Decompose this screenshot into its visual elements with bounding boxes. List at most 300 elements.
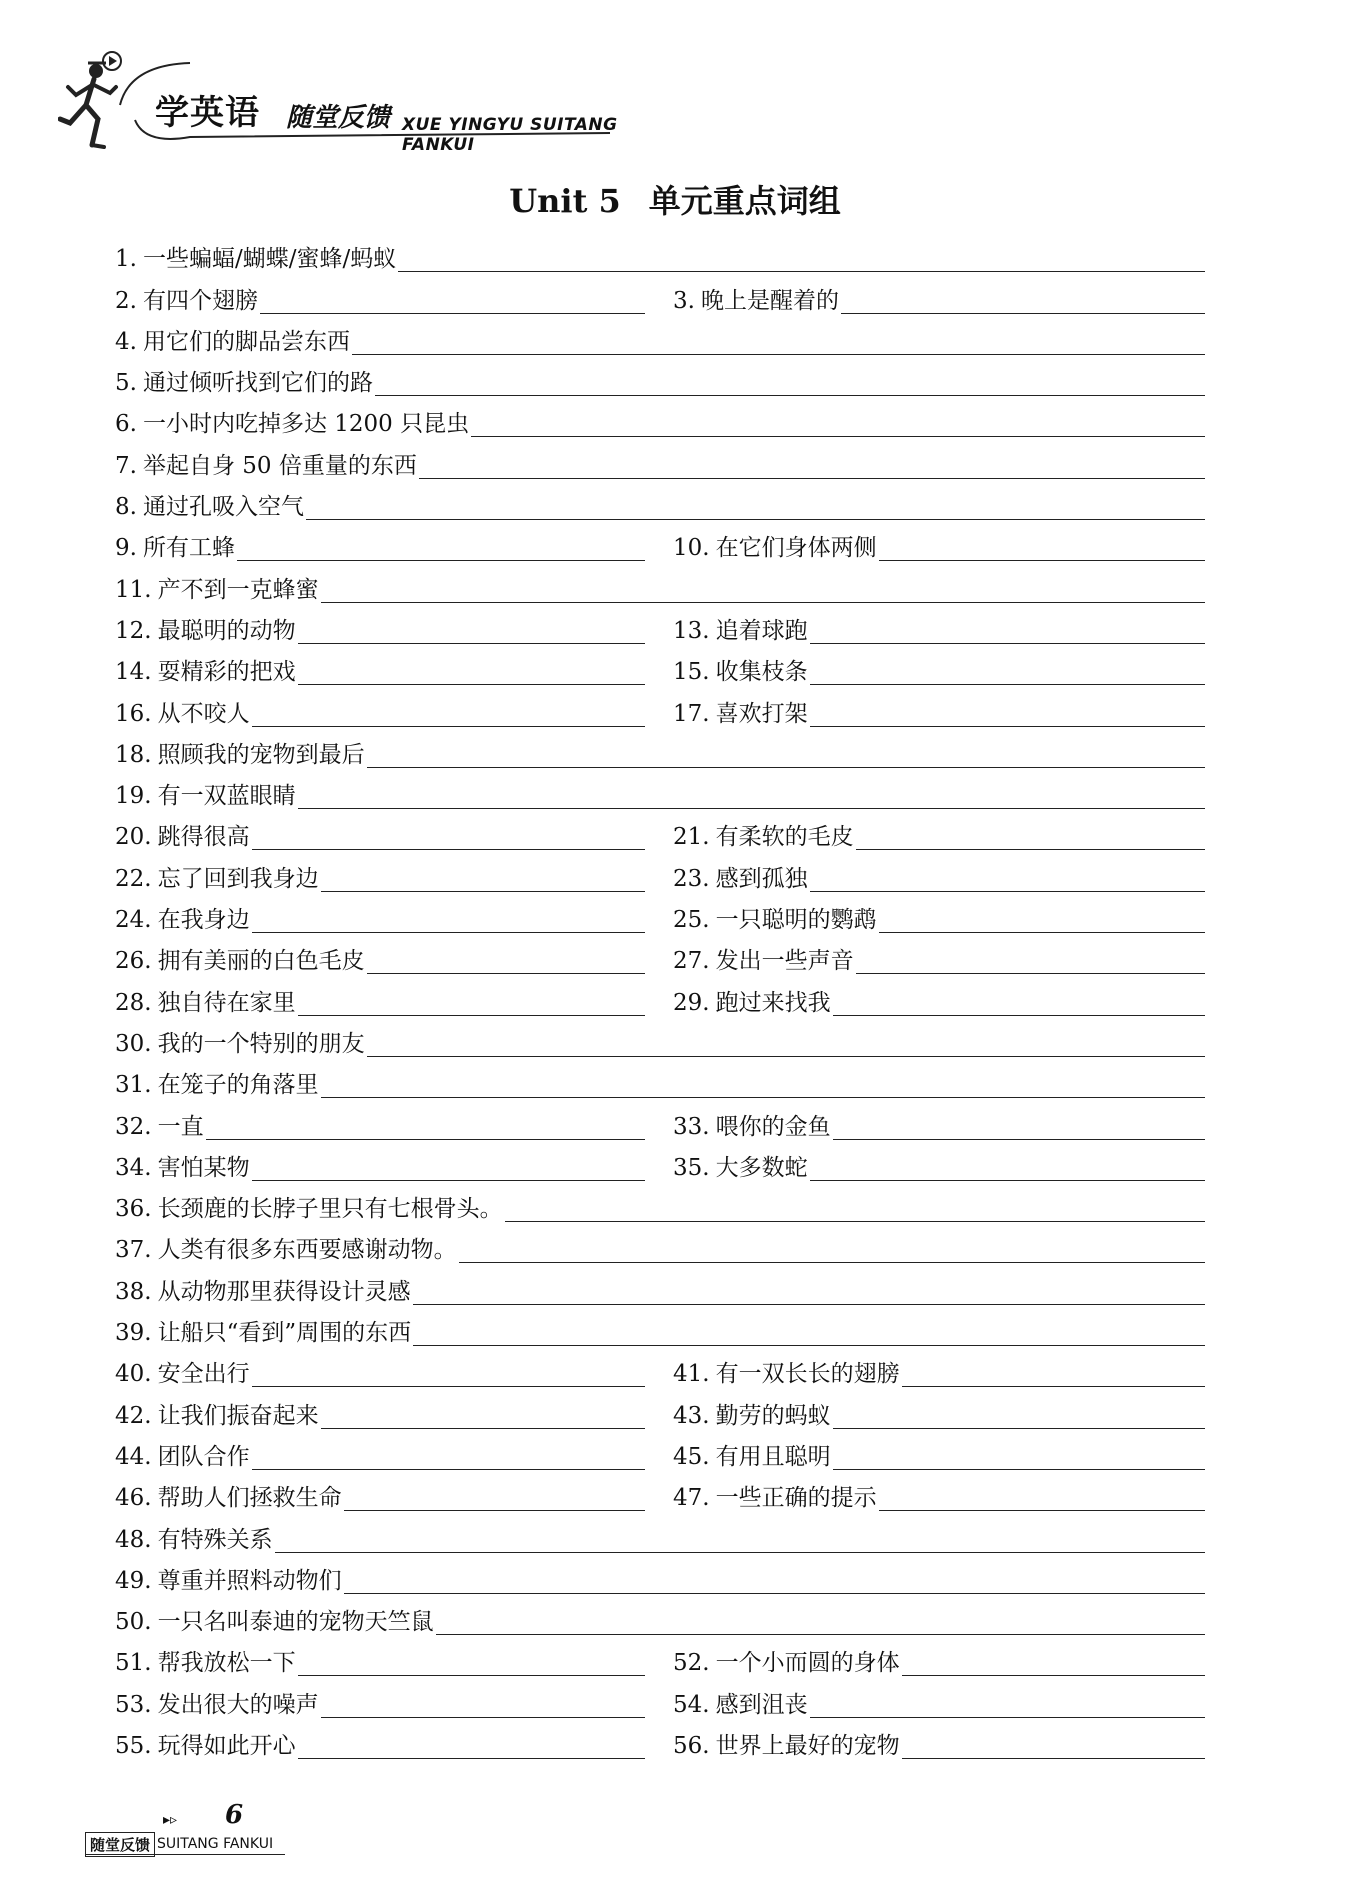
answer-blank[interactable]: [833, 1138, 1205, 1140]
list-row: [115, 980, 1205, 1021]
phrase-text: 喂你的金鱼: [715, 1113, 831, 1140]
item-number: 41.: [673, 1361, 710, 1388]
item-number: 32.: [115, 1113, 152, 1140]
item-number: 13.: [673, 617, 710, 644]
answer-blank[interactable]: [206, 1138, 645, 1140]
phrase-label: [115, 989, 296, 1016]
phrase-text: 帮助人们拯救生命: [157, 1485, 342, 1512]
unit-label: Unit 5: [509, 182, 621, 220]
answer-blank[interactable]: [902, 1757, 1205, 1759]
phrase-text: 感到沮丧: [715, 1691, 808, 1718]
phrase-label: [115, 1402, 319, 1429]
answer-blank[interactable]: [275, 1551, 1205, 1553]
phrase-label: [673, 661, 808, 685]
list-item: [673, 661, 1205, 685]
answer-blank[interactable]: [879, 1509, 1205, 1511]
item-number: 8.: [115, 494, 137, 521]
list-item: [115, 1611, 1205, 1635]
item-number: 26.: [115, 948, 152, 975]
phrase-label: [115, 287, 258, 314]
phrase-label: [115, 328, 350, 355]
item-number: 40.: [115, 1361, 152, 1388]
answer-blank[interactable]: [321, 1427, 645, 1429]
item-number: 25.: [673, 907, 710, 934]
list-item: [673, 1732, 1205, 1759]
list-row: [115, 1063, 1205, 1104]
item-number: 4.: [115, 328, 137, 355]
item-number: 3.: [673, 287, 695, 314]
phrase-label: [115, 1322, 411, 1346]
list-row: [115, 1641, 1205, 1682]
phrase-text: 举起自身 50 倍重量的东西: [142, 452, 417, 479]
answer-blank[interactable]: [298, 1014, 645, 1016]
list-row: [115, 1187, 1205, 1228]
answer-blank[interactable]: [436, 1633, 1205, 1635]
phrase-label: [673, 989, 831, 1016]
list-row: [115, 1559, 1205, 1600]
item-number: 54.: [673, 1691, 710, 1718]
item-number: 19.: [115, 783, 152, 810]
phrase-text: 照顾我的宠物到最后: [157, 741, 365, 768]
list-row: [115, 815, 1205, 856]
list-item: [115, 413, 1205, 437]
item-number: 38.: [115, 1278, 152, 1305]
item-number: 51.: [115, 1650, 152, 1677]
item-number: 18.: [115, 741, 152, 768]
list-item: [115, 1402, 645, 1429]
answer-blank[interactable]: [810, 890, 1205, 892]
phrase-label: [673, 1363, 900, 1387]
list-item: [115, 1732, 645, 1759]
list-item: [115, 1154, 645, 1181]
list-row: [115, 898, 1205, 939]
answer-blank[interactable]: [252, 931, 645, 933]
phrase-text: 一小时内吃掉多达 1200 只昆虫: [142, 411, 470, 438]
item-number: 10.: [673, 535, 710, 562]
list-item: [673, 1154, 1205, 1181]
phrase-label: [673, 1113, 831, 1140]
list-item: [673, 1691, 1205, 1718]
phrase-label: [115, 248, 396, 272]
phrase-label: [673, 537, 877, 561]
list-row: [115, 1393, 1205, 1434]
list-item: [115, 617, 645, 644]
item-number: 12.: [115, 617, 152, 644]
phrase-text: 跑过来找我: [715, 989, 831, 1016]
phrase-text: 喜欢打架: [715, 700, 808, 727]
answer-blank[interactable]: [856, 972, 1205, 974]
answer-blank[interactable]: [306, 518, 1205, 520]
item-number: 44.: [115, 1443, 152, 1470]
phrase-text: 人类有很多东西要感谢动物。: [157, 1237, 457, 1264]
list-item: [673, 1363, 1205, 1387]
footer-arrow-icon: ▸▹: [163, 1812, 178, 1828]
phrase-label: [115, 1732, 296, 1759]
phrase-text: 拥有美丽的白色毛皮: [157, 948, 365, 975]
phrase-text: 忘了回到我身边: [157, 865, 319, 892]
list-item: [673, 287, 1205, 314]
list-item: [673, 989, 1205, 1016]
phrase-label: [115, 826, 250, 850]
list-row: [115, 320, 1205, 361]
answer-blank[interactable]: [298, 1757, 645, 1759]
phrase-text: 跳得很高: [157, 824, 250, 851]
phrase-label: [115, 617, 296, 644]
list-item: [115, 661, 645, 685]
answer-blank[interactable]: [298, 683, 645, 685]
list-row: [115, 939, 1205, 980]
list-item: [115, 1278, 1205, 1305]
list-item: [115, 372, 1205, 396]
answer-blank[interactable]: [833, 1014, 1205, 1016]
item-number: 49.: [115, 1567, 152, 1594]
answer-blank[interactable]: [810, 642, 1205, 644]
answer-blank[interactable]: [810, 683, 1205, 685]
phrase-label: [115, 1487, 342, 1511]
phrase-label: [115, 1154, 250, 1181]
phrase-text: 一直: [157, 1113, 204, 1140]
list-row: [115, 733, 1205, 774]
phrase-text: 一个小而圆的身体: [715, 1650, 900, 1677]
list-item: [673, 950, 1205, 974]
item-number: 16.: [115, 700, 152, 727]
answer-blank[interactable]: [252, 848, 645, 850]
answer-blank[interactable]: [344, 1592, 1205, 1594]
list-item: [115, 576, 1205, 603]
phrase-text: 玩得如此开心: [157, 1732, 296, 1759]
item-number: 21.: [673, 824, 710, 851]
phrase-text: 有一双蓝眼睛: [157, 783, 296, 810]
list-row: [115, 402, 1205, 443]
phrase-label: [673, 1652, 900, 1676]
answer-blank[interactable]: [252, 1179, 645, 1181]
answer-blank[interactable]: [810, 725, 1205, 727]
phrase-text: 勤劳的蚂蚁: [715, 1402, 831, 1429]
page-title: [0, 176, 1350, 222]
list-item: [115, 826, 645, 850]
list-item: [673, 826, 1205, 850]
phrase-text: 有一双长长的翅膀: [715, 1361, 900, 1388]
list-item: [115, 496, 1205, 520]
answer-blank[interactable]: [375, 394, 1205, 396]
phrase-text: 有柔软的毛皮: [715, 824, 854, 851]
list-row: [115, 1476, 1205, 1517]
item-number: 2.: [115, 287, 137, 314]
phrase-text: 安全出行: [157, 1361, 250, 1388]
phrase-text: 耍精彩的把戏: [157, 659, 296, 686]
phrase-text: 一只聪明的鹦鹉: [715, 907, 877, 934]
list-row: [115, 1269, 1205, 1310]
item-number: 36.: [115, 1196, 152, 1223]
phrase-text: 发出很大的噪声: [157, 1691, 319, 1718]
page-footer: [85, 1800, 305, 1860]
phrase-label: [673, 617, 808, 644]
item-number: 22.: [115, 865, 152, 892]
item-number: 20.: [115, 824, 152, 851]
phrase-label: [115, 1113, 204, 1140]
list-row: [115, 361, 1205, 402]
item-number: 55.: [115, 1732, 152, 1759]
footer-box-label: 随堂反馈: [85, 1832, 155, 1857]
phrase-label: [115, 1611, 434, 1635]
answer-blank[interactable]: [352, 353, 1205, 355]
answer-blank[interactable]: [367, 1055, 1205, 1057]
item-number: 35.: [673, 1154, 710, 1181]
list-row: [115, 1435, 1205, 1476]
answer-blank[interactable]: [856, 848, 1205, 850]
page-header: [50, 45, 650, 155]
list-row: [115, 1228, 1205, 1269]
header-brand-en: XUE YINGYU SUITANG FANKUI: [402, 115, 618, 155]
list-item: [115, 950, 645, 974]
phrase-label: [115, 1198, 503, 1222]
answer-blank[interactable]: [833, 1427, 1205, 1429]
answer-blank[interactable]: [298, 642, 645, 644]
list-item: [673, 1402, 1205, 1429]
answer-blank[interactable]: [413, 1303, 1205, 1305]
answer-blank[interactable]: [471, 435, 1205, 437]
phrase-label: [673, 909, 877, 933]
phrase-text: 尊重并照料动物们: [157, 1567, 342, 1594]
list-row: [115, 609, 1205, 650]
answer-blank[interactable]: [879, 931, 1205, 933]
answer-blank[interactable]: [841, 312, 1205, 314]
answer-blank[interactable]: [367, 972, 645, 974]
footer-en-label: SUITANG FANKUI: [157, 1836, 274, 1852]
item-number: 47.: [673, 1485, 710, 1512]
item-number: 11.: [115, 576, 152, 603]
item-number: 15.: [673, 659, 710, 686]
phrase-text: 所有工蜂: [142, 535, 235, 562]
phrase-text: 长颈鹿的长脖子里只有七根骨头。: [157, 1196, 503, 1223]
item-number: 9.: [115, 535, 137, 562]
item-number: 7.: [115, 452, 137, 479]
item-number: 31.: [115, 1072, 152, 1099]
list-item: [115, 1526, 1205, 1553]
list-item: [115, 785, 1205, 809]
answer-blank[interactable]: [459, 1261, 1205, 1263]
list-row: [115, 1682, 1205, 1723]
phrase-label: [115, 372, 373, 396]
item-number: 23.: [673, 865, 710, 892]
phrase-label: [115, 1074, 319, 1098]
item-number: 27.: [673, 948, 710, 975]
item-number: 5.: [115, 370, 137, 397]
answer-blank[interactable]: [252, 1385, 645, 1387]
answer-blank[interactable]: [367, 766, 1205, 768]
list-item: [673, 865, 1205, 892]
item-number: 39.: [115, 1320, 152, 1347]
item-number: 46.: [115, 1485, 152, 1512]
list-item: [115, 452, 1205, 479]
phrase-text: 收集枝条: [715, 659, 808, 686]
answer-blank[interactable]: [321, 890, 645, 892]
phrase-text: 最聪明的动物: [157, 617, 296, 644]
list-row: [115, 278, 1205, 319]
phrase-label: [115, 1526, 273, 1553]
header-subtitle-cn: 随堂反馈: [286, 103, 391, 133]
answer-blank[interactable]: [398, 270, 1205, 272]
list-row: [115, 526, 1205, 567]
item-number: 45.: [673, 1443, 710, 1470]
answer-blank[interactable]: [810, 1716, 1205, 1718]
list-row: [115, 237, 1205, 278]
list-row: [115, 1104, 1205, 1145]
phrase-text: 有特殊关系: [157, 1526, 273, 1553]
list-item: [115, 1239, 1205, 1263]
phrase-text: 晚上是醒着的: [700, 287, 839, 314]
list-item: [115, 1652, 645, 1676]
item-number: 42.: [115, 1402, 152, 1429]
item-number: 43.: [673, 1402, 710, 1429]
phrase-label: [115, 1443, 250, 1470]
item-number: 53.: [115, 1691, 152, 1718]
phrase-label: [115, 1363, 250, 1387]
answer-blank[interactable]: [419, 477, 1205, 479]
list-row: [115, 1146, 1205, 1187]
phrase-text: 产不到一克蜂蜜: [157, 576, 319, 603]
phrase-label: [673, 1691, 808, 1718]
answer-blank[interactable]: [344, 1509, 645, 1511]
phrase-label: [673, 1487, 877, 1511]
list-item: [673, 1487, 1205, 1511]
answer-blank[interactable]: [298, 1674, 645, 1676]
list-item: [115, 1567, 1205, 1594]
list-item: [115, 1113, 645, 1140]
item-number: 30.: [115, 1030, 152, 1057]
phrase-text: 从不咬人: [157, 700, 250, 727]
list-item: [115, 537, 645, 561]
phrase-text: 发出一些声音: [715, 948, 854, 975]
item-number: 1.: [115, 246, 137, 273]
answer-blank[interactable]: [902, 1385, 1205, 1387]
phrase-text: 我的一个特别的朋友: [157, 1030, 365, 1057]
phrase-text: 通过孔吸入空气: [142, 494, 304, 521]
item-number: 56.: [673, 1732, 710, 1759]
phrase-label: [673, 700, 808, 727]
phrase-label: [115, 700, 250, 727]
list-item: [115, 1691, 645, 1718]
item-number: 28.: [115, 989, 152, 1016]
answer-blank[interactable]: [260, 312, 645, 314]
answer-blank[interactable]: [237, 559, 645, 561]
phrase-text: 独自待在家里: [157, 989, 296, 1016]
list-item: [115, 909, 645, 933]
answer-blank[interactable]: [321, 1716, 645, 1718]
phrase-text: 在它们身体两侧: [715, 535, 877, 562]
title-text: 单元重点词组: [648, 182, 841, 220]
phrase-label: [673, 1443, 831, 1470]
phrase-label: [115, 537, 235, 561]
phrase-label: [115, 1691, 319, 1718]
answer-blank[interactable]: [252, 725, 645, 727]
list-item: [115, 741, 1205, 768]
list-row: [115, 567, 1205, 608]
list-item: [115, 1030, 1205, 1057]
list-row: [115, 1022, 1205, 1063]
answer-blank[interactable]: [505, 1220, 1205, 1222]
item-number: 17.: [673, 700, 710, 727]
answer-blank[interactable]: [833, 1468, 1205, 1470]
phrase-label: [673, 826, 854, 850]
phrase-label: [115, 741, 365, 768]
item-number: 14.: [115, 659, 152, 686]
answer-blank[interactable]: [879, 559, 1205, 561]
phrase-text: 通过倾听找到它们的路: [142, 370, 373, 397]
phrase-label: [115, 785, 296, 809]
list-row: [115, 774, 1205, 815]
phrase-label: [115, 576, 319, 603]
phrase-label: [115, 413, 469, 437]
list-item: [115, 865, 645, 892]
list-item: [115, 1074, 1205, 1098]
answer-blank[interactable]: [321, 1096, 1205, 1098]
list-row: [115, 1311, 1205, 1352]
list-item: [673, 537, 1205, 561]
answer-blank[interactable]: [252, 1468, 645, 1470]
list-item: [673, 700, 1205, 727]
list-row: [115, 1352, 1205, 1393]
phrase-label: [673, 1402, 831, 1429]
list-item: [115, 700, 645, 727]
phrase-text: 让船只“看到”周围的东西: [157, 1320, 412, 1347]
phrase-text: 追着球跑: [715, 617, 808, 644]
phrase-text: 用它们的脚品尝东西: [142, 328, 350, 355]
phrase-label: [115, 1652, 296, 1676]
phrase-label: [115, 950, 365, 974]
runner-logo-icon: [58, 57, 128, 152]
list-item: [115, 1198, 1205, 1222]
item-number: 29.: [673, 989, 710, 1016]
answer-blank[interactable]: [413, 1344, 1205, 1346]
phrase-text: 从动物那里获得设计灵感: [157, 1278, 411, 1305]
header-brand-cn: 学英语: [155, 93, 260, 133]
phrase-text: 大多数蛇: [715, 1154, 808, 1181]
phrase-text: 世界上最好的宠物: [715, 1732, 900, 1759]
answer-blank[interactable]: [902, 1674, 1205, 1676]
list-item: [115, 1487, 645, 1511]
phrase-label: [115, 1278, 411, 1305]
phrase-text: 感到孤独: [715, 865, 808, 892]
answer-blank[interactable]: [810, 1179, 1205, 1181]
phrase-label: [115, 865, 319, 892]
phrase-label: [115, 496, 304, 520]
list-row: [115, 1517, 1205, 1558]
phrase-text: 在我身边: [157, 907, 250, 934]
phrase-label: [115, 909, 250, 933]
list-row: [115, 443, 1205, 484]
phrase-text: 一只名叫泰迪的宠物天竺鼠: [157, 1609, 434, 1636]
list-item: [115, 1322, 1205, 1346]
phrase-text: 在笼子的角落里: [157, 1072, 319, 1099]
phrase-text: 有四个翅膀: [142, 287, 258, 314]
phrase-list: [115, 237, 1205, 1765]
phrase-text: 帮我放松一下: [157, 1650, 296, 1677]
list-row: [115, 650, 1205, 691]
phrase-text: 有用且聪明: [715, 1443, 831, 1470]
list-item: [115, 248, 1205, 272]
item-number: 52.: [673, 1650, 710, 1677]
answer-blank[interactable]: [298, 807, 1205, 809]
footer-rule: [85, 1854, 285, 1855]
list-item: [673, 909, 1205, 933]
item-number: 50.: [115, 1609, 152, 1636]
phrase-label: [115, 1567, 342, 1594]
phrase-label: [673, 287, 839, 314]
answer-blank[interactable]: [321, 601, 1205, 603]
page-number: 6: [225, 1800, 244, 1830]
item-number: 6.: [115, 411, 137, 438]
